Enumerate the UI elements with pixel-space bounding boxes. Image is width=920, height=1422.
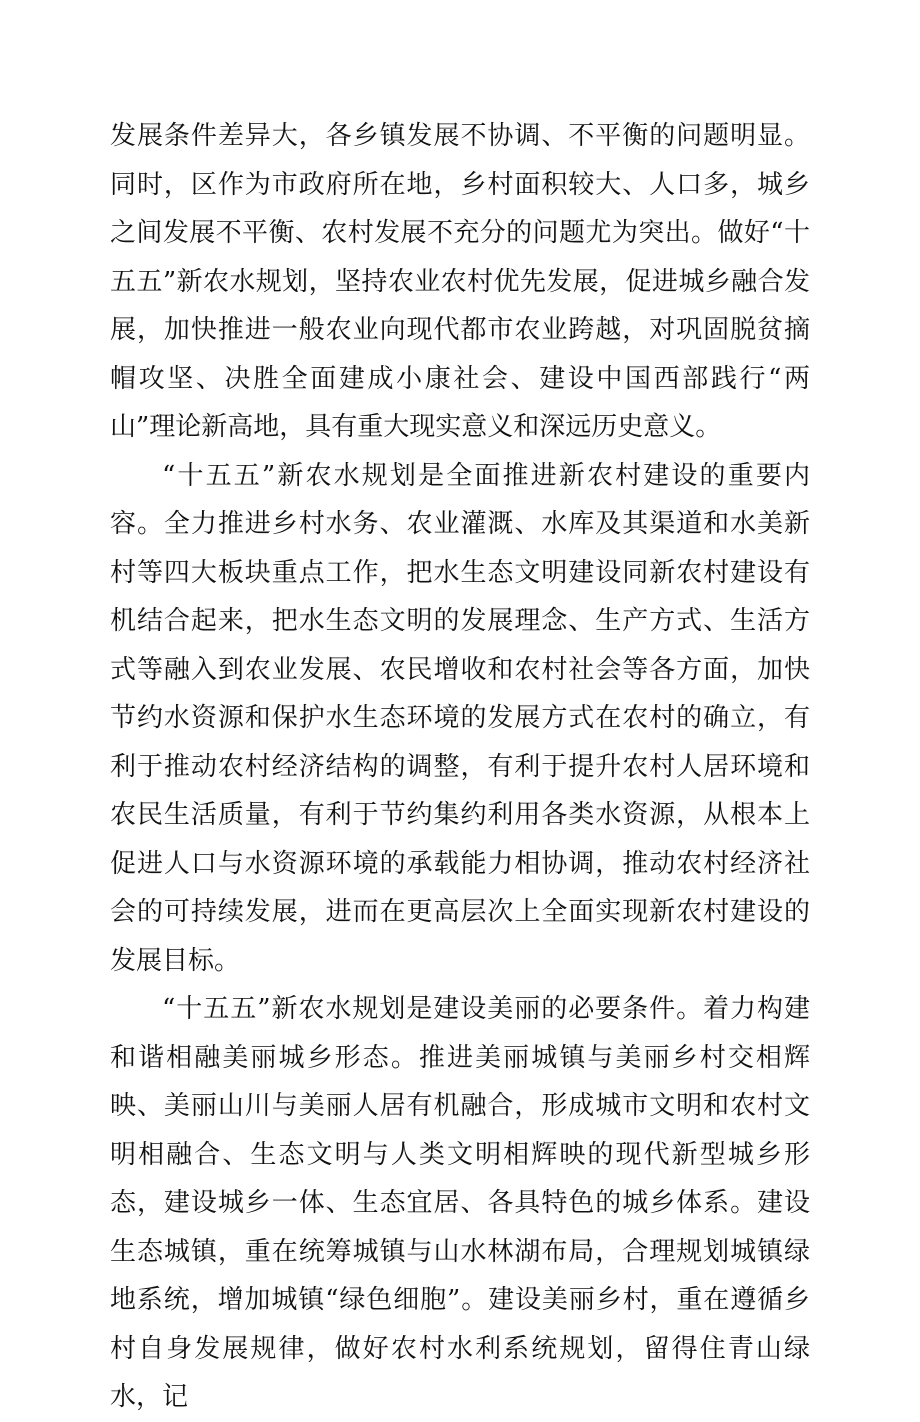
document-page (110, 112, 810, 1422)
paragraph-beautiful-conditions: “十五五”新农水规划是建设美丽的必要条件。着力构建和谐相融美丽城乡形态。推进美丽城镇与美丽乡村交相辉映、美丽山川与美丽人居有机融合，形成城市文明和农村文明相融合、生态文明与人类文明相辉映的现代新型城乡形态，建设城乡一体、生态宜居、各具特色的城乡体系。建设生态城镇，重在统筹城镇与山水林湖布局，合理规划城镇绿地系统，增加城镇“绿色细胞”。建设美丽乡村，重在遵循乡村自身发展规律，做好农村水利系统规划，留得住青山绿水，记 (110, 994, 810, 1412)
paragraph-rural-construction: “十五五”新农水规划是全面推进新农村建设的重要内容。全力推进乡村水务、农业灌溉、水库及其渠道和水美新村等四大板块重点工作，把水生态文明建设同新农村建设有机结合起来，把水生态文明的发展理念、生产方式、生活方式等融入到农业发展、农民增收和农村社会等各方面，加快节约水资源和保护水生态环境的发展方式在农村的确立，有利于推动农村经济结构的调整，有利于提升农村人居环境和农民生活质量，有利于节约集约利用各类水资源，从根本上促进人口与水资源环境的承载能力相协调，推动农村经济社会的可持续发展，进而在更高层次上全面实现新农村建设的发展目标。 (110, 460, 810, 976)
paragraph-continuation: 发展条件差异大，各乡镇发展不协调、不平衡的问题明显。同时，区作为市政府所在地，乡村面积较大、人口多，城乡之间发展不平衡、农村发展不充分的问题尤为突出。做好“十五五”新农水规划，坚持农业农村优先发展，促进城乡融合发展，加快推进一般农业向现代都市农业跨越，对巩固脱贫摘帽攻坚、决胜全面建成小康社会、建设中国西部践行“两山”理论新高地，具有重大现实意义和深远历史意义。 (110, 121, 810, 442)
